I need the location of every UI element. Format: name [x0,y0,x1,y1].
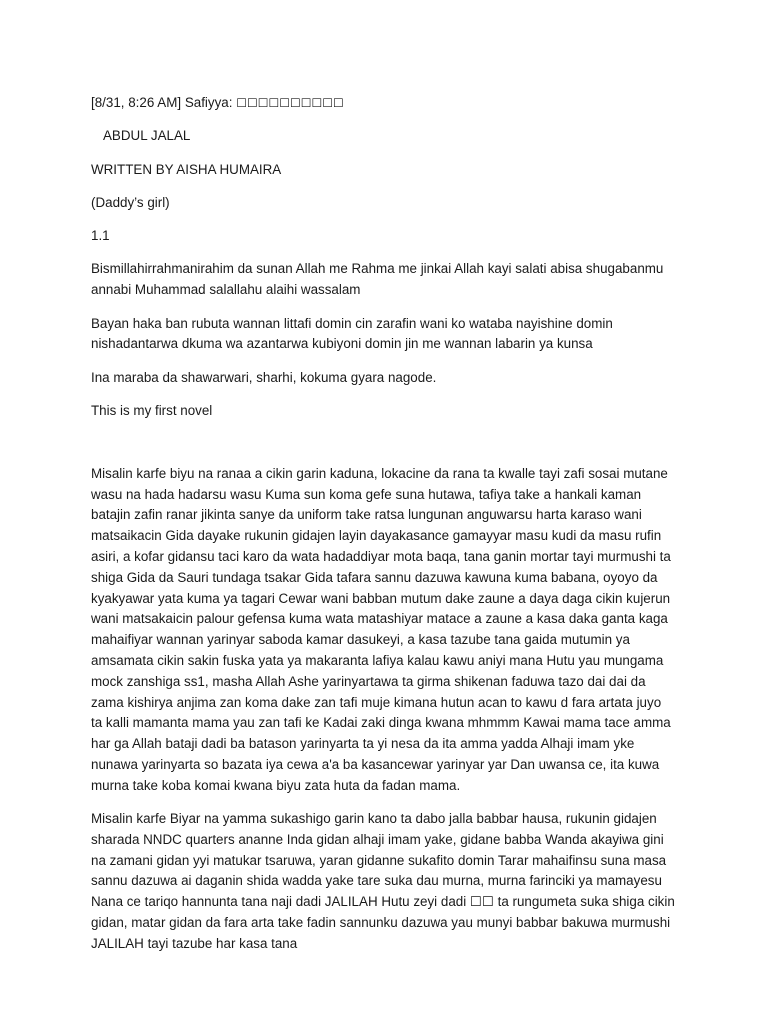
message-timestamp: [8/31, 8:26 AM] [91,95,182,110]
story-title: ABDUL JALAL [103,128,191,144]
chapter-number: 1.1 [91,228,110,244]
story-paragraph: Misalin karfe biyu na ranaa a cikin garin kaduna, lokacine da rana ta kwalle tayi zafi sosai mutane wasu na hada hadarsu wasu Kuma sun koma gefe suna hutawa, tafiya take a hankali kaman batajin zafin ranar jikinta sanye da uniform take ratsa lungunan anguwarsu harta karaso wani matsaikacin Gida dayake rukunin gidajen layin dayakasance gamayyar masu kudi da masu rufin asiri, a kofar gidansu taci karo da wata hadaddiyar mota baqa, tana ganin mortar tayi murmushi ta shiga Gida da Sauri tundaga tsakar Gida tafara sannu dazuwa kawuna kuma babana, oyoyo da kyakyawar yata kuma ya tagari Cewar wani babban mutum dake zaune a daya daga cikin kujerun wani matsakaicin palour gefensa kuma wata matashiyar matace a zaune a kasa daka ganta kaga mahaifiyar wannan yarinyar saboda kamar dasukeyi, a kasa tazube tana gaida mutumin ya amsamata cikin sakin fuska yata ya makaranta lafiya kalau kawu aniyi mana Hutu yau mungama mock zanshiga ss1, masha Allah Ashe yarinyartawa ta girma shikenan faduwa tazo dai dai da zama kishirya anjima zan koma dake zan tafi muje kimana hutun acan to kawu d fara artata juyo ta kalli mamanta mama yau zan tafi ke Kadai zaki dinga kwana mhmmm Kawai mama tace amma har ga Allah bataji dadi ba batason yarinyarta ta yi nesa da ita amma yadda Alhaji imam yke nunawa yarinyarta so bazata iya cewa a'a ba kasancewar yarinyar yar Dan uwansa ce, ita kuwa murna take koba komai kwana biyu zata huta da fadan mama. [91,465,671,793]
intro-paragraph-first-novel: This is my first novel [91,402,213,418]
story-subtitle: (Daddy’s girl) [91,194,170,210]
chat-header [91,93,676,114]
intro-paragraph-feedback: Ina maraba da shawarwari, sharhi, kokuma gyara nagode. [91,369,437,385]
intro-paragraph-disclaimer: Bayan haka ban rubuta wannan littafi domin cin zarafin wani ko wataba nayishine domin nishadantarwa dkuma wa azantarwa kubiyoni domin jin me wannan labarin ya kunsa [91,315,613,352]
message-sender: Safiyya: [184,95,233,110]
document-page [91,93,676,967]
author-line: WRITTEN BY AISHA HUMAIRA [91,161,282,177]
story-paragraph: Misalin karfe Biyar na yamma sukashigo garin kano ta dabo jalla babbar hausa, rukunin gidajen sharada NNDC quarters ananne Inda gidan alhaji imam yake, gidane babba Wanda akayiwa gini na zamani gidan yyi matukar tsaruwa, yaran gidanne sukafito domin Tarar mahaifinsu suna masa sannu dazuwa ai daganin shida wadda yake tare suka dau murna, murna farinciki ya mamayesu Nana ce tariqo hannunta tana naji dadi JALILAH Hutu zeyi dadi ☐☐ ta rungumeta suka shiga cikin gidan, matar gidan da fara arta take fadin sannunku dazuwa yau munyi babbar bakuwa murmushi JALILAH tayi tazube har kasa tana [91,811,675,951]
missing-glyph-boxes: ☐☐☐☐☐☐☐☐☐☐ [236,96,344,110]
intro-paragraph-basmala: Bismillahirrahmanirahim da sunan Allah me Rahma me jinkai Allah kayi salati abisa shugabanmu annabi Muhammad salallahu alaihi wassalam [91,261,664,298]
